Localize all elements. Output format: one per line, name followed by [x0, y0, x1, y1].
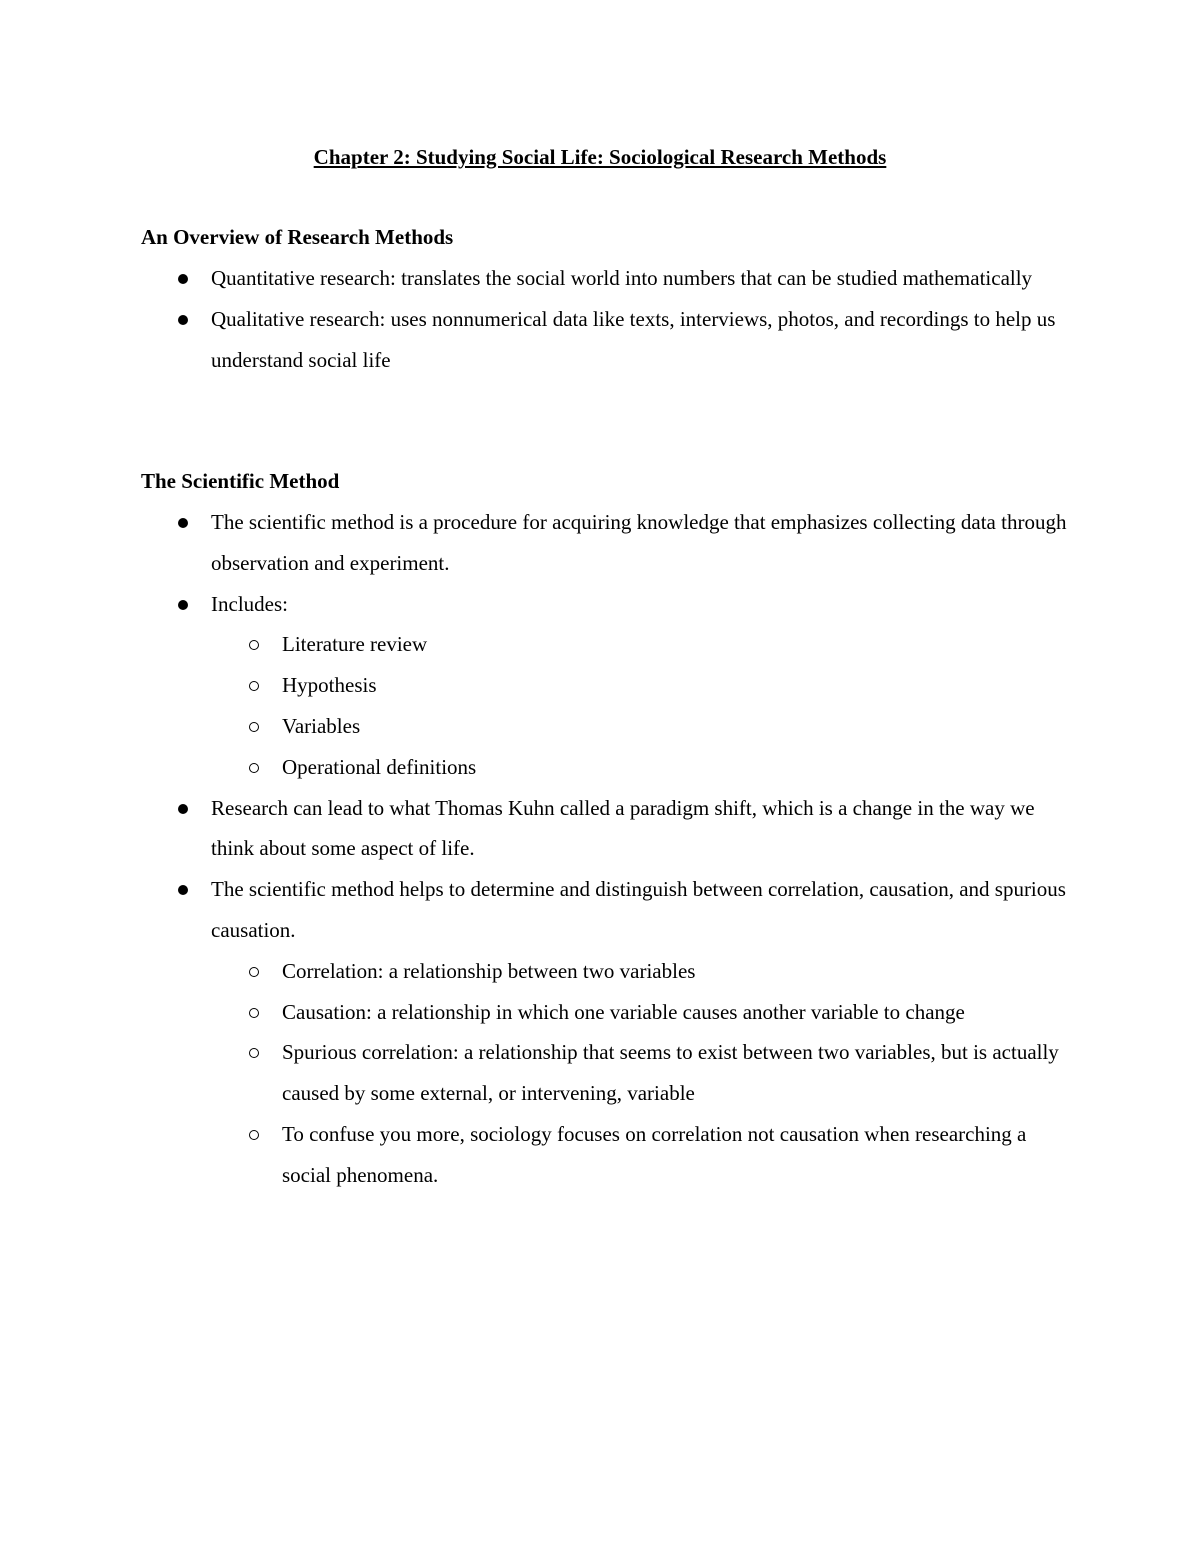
sub-list-item-text: Causation: a relationship in which one variable causes another variable to change	[282, 999, 965, 1024]
list-item-text: Includes:	[211, 591, 288, 616]
list-item-text: The scientific method helps to determine and distinguish between correlation, causation, and spurious causation.	[211, 877, 1066, 942]
list-item	[0, 299, 1071, 381]
hollow-bullet-icon	[249, 681, 259, 691]
list-item	[0, 258, 1071, 299]
list-item	[0, 788, 1071, 870]
sub-list-item-text: Spurious correlation: a relationship that seems to exist between two variables, but is actually caused by some external, or intervening, variable	[282, 1040, 1059, 1106]
scientific-method-list	[0, 502, 1200, 1196]
sub-list-item-text: Hypothesis	[282, 673, 377, 698]
sub-list-item	[0, 1114, 1072, 1196]
bullet-icon	[178, 600, 188, 610]
sub-list-item	[0, 706, 1072, 747]
sub-list-item	[0, 992, 1072, 1033]
hollow-bullet-icon	[249, 722, 259, 732]
list-item	[0, 502, 1071, 584]
hollow-bullet-icon	[249, 1008, 259, 1018]
list-item	[0, 869, 1071, 951]
list-item-text: The scientific method is a procedure for acquiring knowledge that emphasizes collecting data through observation and experiment.	[211, 510, 1067, 575]
section-heading-scientific-method: The Scientific Method	[141, 469, 340, 493]
sub-list-item-text: Literature review	[282, 632, 428, 657]
hollow-bullet-icon	[249, 967, 259, 977]
bullet-icon	[178, 315, 188, 325]
list-item-text: Quantitative research: translates the social world into numbers that can be studied mathematically	[211, 266, 1033, 290]
bullet-icon	[178, 274, 188, 284]
list-item-text: Research can lead to what Thomas Kuhn called a paradigm shift, which is a change in the way we think about some aspect of life.	[211, 795, 1035, 861]
sub-list-item-text: Operational definitions	[282, 754, 477, 779]
sub-list-item-text: To confuse you more, sociology focuses on correlation not causation when researching a social phenomena.	[282, 1121, 1027, 1187]
bullet-icon	[178, 518, 188, 528]
list-item	[0, 584, 1071, 625]
bullet-icon	[178, 885, 188, 895]
hollow-bullet-icon	[249, 1048, 259, 1058]
sub-list-item	[0, 624, 1072, 665]
bullet-icon	[178, 804, 188, 814]
hollow-bullet-icon	[249, 640, 259, 650]
hollow-bullet-icon	[249, 1130, 259, 1140]
sub-list-item-text: Variables	[282, 713, 361, 738]
section-heading-overview: An Overview of Research Methods	[141, 225, 454, 249]
sub-list-item	[0, 747, 1072, 788]
hollow-bullet-icon	[249, 763, 259, 773]
sub-list-item	[0, 951, 1072, 992]
sub-list-item	[0, 665, 1072, 706]
sub-list-item	[0, 1032, 1072, 1114]
list-item-text: Qualitative research: uses nonnumerical data like texts, interviews, photos, and recordings to help us understand social life	[211, 306, 1056, 372]
sub-list-item-text: Correlation: a relationship between two variables	[282, 958, 696, 983]
document-title: Chapter 2: Studying Social Life: Sociological Research Methods	[313, 145, 887, 169]
overview-list	[0, 258, 1200, 380]
